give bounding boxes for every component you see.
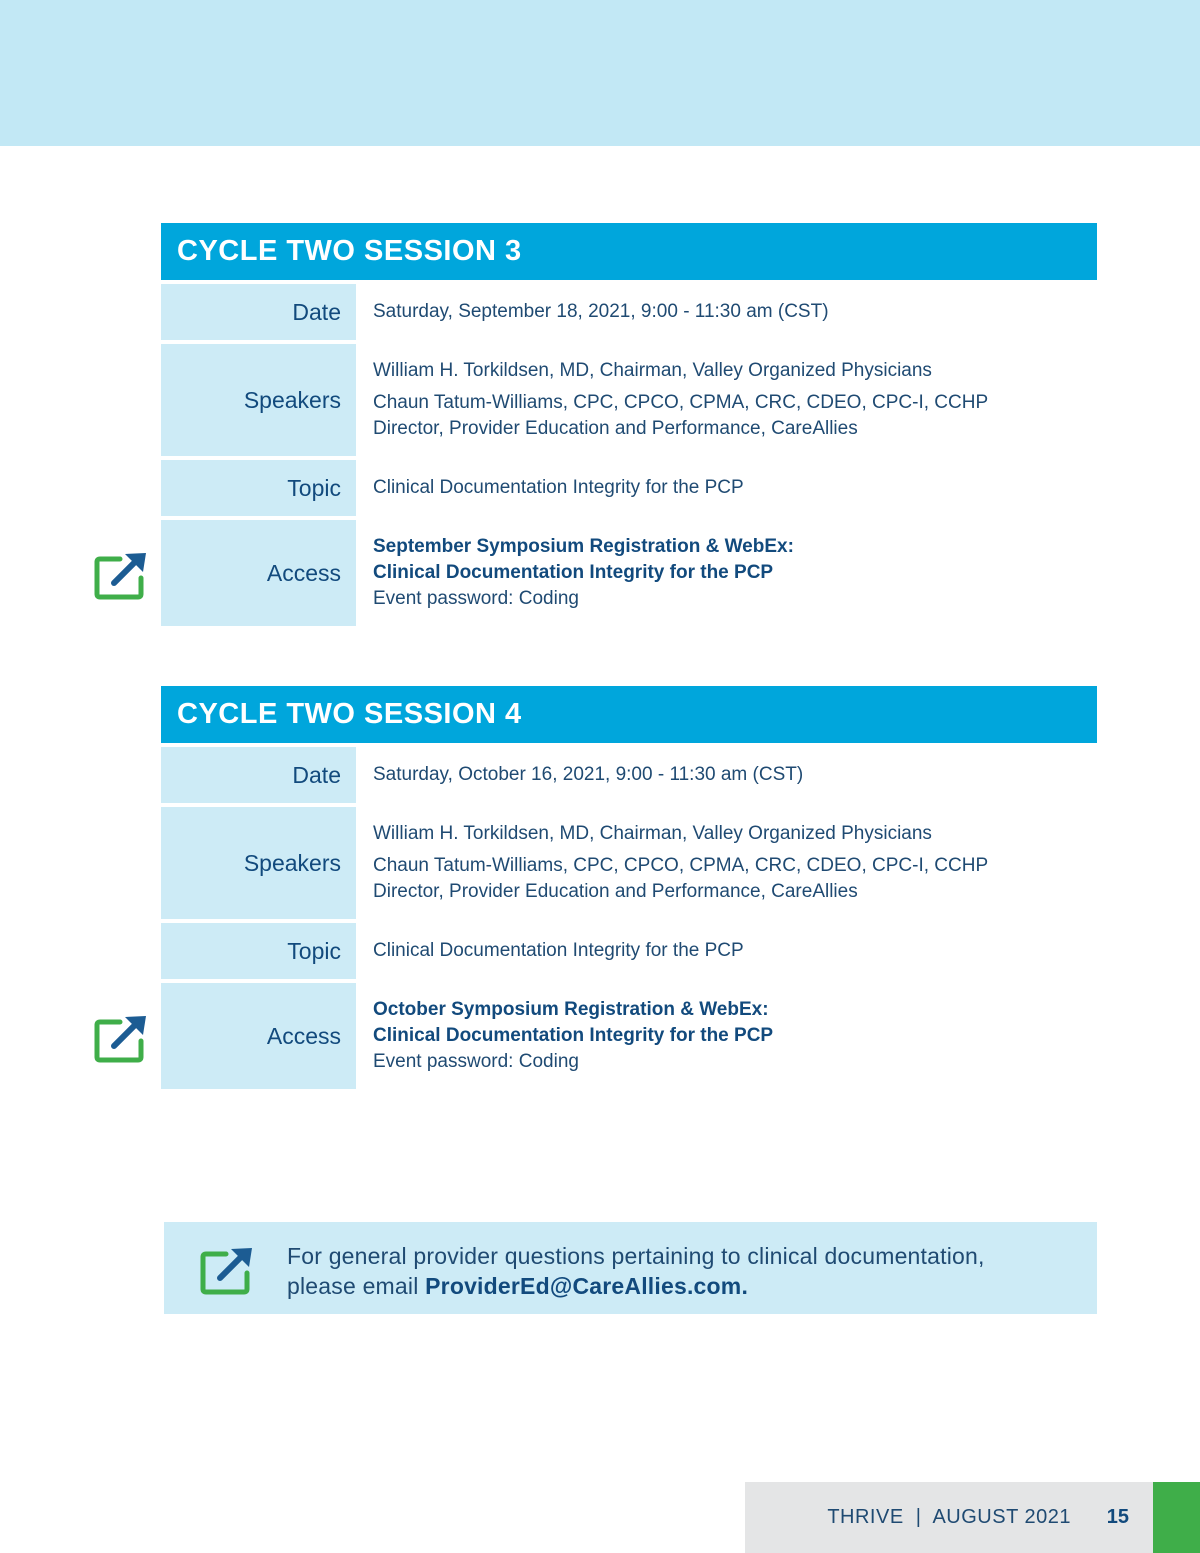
date-row [161,747,1097,803]
session-title: CYCLE TWO SESSION 3 [161,223,1097,280]
registration-link-title[interactable]: Clinical Documentation Integrity for the PCP [373,1025,774,1046]
session-title: CYCLE TWO SESSION 4 [161,686,1097,743]
registration-link[interactable]: September Symposium Registration & WebEx: [373,536,794,557]
contact-note [164,1222,1097,1314]
event-password: Event password: Coding [373,1051,579,1072]
access-label: Access [161,520,356,626]
contact-note-prefix: please email [287,1273,426,1299]
speakers-row [161,344,1097,456]
contact-note-line1: For general provider questions pertaining to clinical documentation, [287,1243,985,1269]
speakers-row [161,807,1097,919]
external-link-icon[interactable] [94,550,148,600]
external-link-icon[interactable] [200,1245,254,1295]
publication-name: THRIVE | AUGUST 2021 [827,1506,1071,1528]
speaker-2-title: Director, Provider Education and Performance, CareAllies [373,881,858,902]
session-3-table [161,223,1097,630]
topic-value: Clinical Documentation Integrity for the PCP [373,940,744,961]
external-link-icon[interactable] [94,1013,148,1063]
registration-link[interactable]: October Symposium Registration & WebEx: [373,999,769,1020]
topic-value: Clinical Documentation Integrity for the PCP [373,477,744,498]
access-row [161,520,1097,626]
page-number: 15 [1106,1506,1129,1528]
date-value: Saturday, September 18, 2021, 9:00 - 11:30 am (CST) [373,301,829,322]
page-edge-tab [1153,1482,1200,1553]
date-value: Saturday, October 16, 2021, 9:00 - 11:30 am (CST) [373,764,804,785]
page-footer [745,1482,1153,1553]
event-password: Event password: Coding [373,588,579,609]
top-banner [0,0,1200,146]
speakers-label: Speakers [161,344,356,456]
email-link[interactable]: ProviderEd@CareAllies.com. [425,1273,749,1299]
speaker-1: William H. Torkildsen, MD, Chairman, Valley Organized Physicians [373,360,932,381]
session-4-table [161,686,1097,1093]
registration-link-title[interactable]: Clinical Documentation Integrity for the PCP [373,562,774,583]
topic-label: Topic [161,923,356,979]
date-row [161,284,1097,340]
speakers-label: Speakers [161,807,356,919]
topic-label: Topic [161,460,356,516]
speaker-2-name: Chaun Tatum-Williams, CPC, CPCO, CPMA, CRC, CDEO, CPC-I, CCHP [373,392,989,413]
speaker-2-name: Chaun Tatum-Williams, CPC, CPCO, CPMA, CRC, CDEO, CPC-I, CCHP [373,855,989,876]
speaker-1: William H. Torkildsen, MD, Chairman, Valley Organized Physicians [373,823,932,844]
access-label: Access [161,983,356,1089]
date-label: Date [161,284,356,340]
access-row [161,983,1097,1089]
contact-note-text [287,1241,985,1301]
date-label: Date [161,747,356,803]
speaker-2-title: Director, Provider Education and Performance, CareAllies [373,418,858,439]
topic-row [161,923,1097,979]
topic-row [161,460,1097,516]
